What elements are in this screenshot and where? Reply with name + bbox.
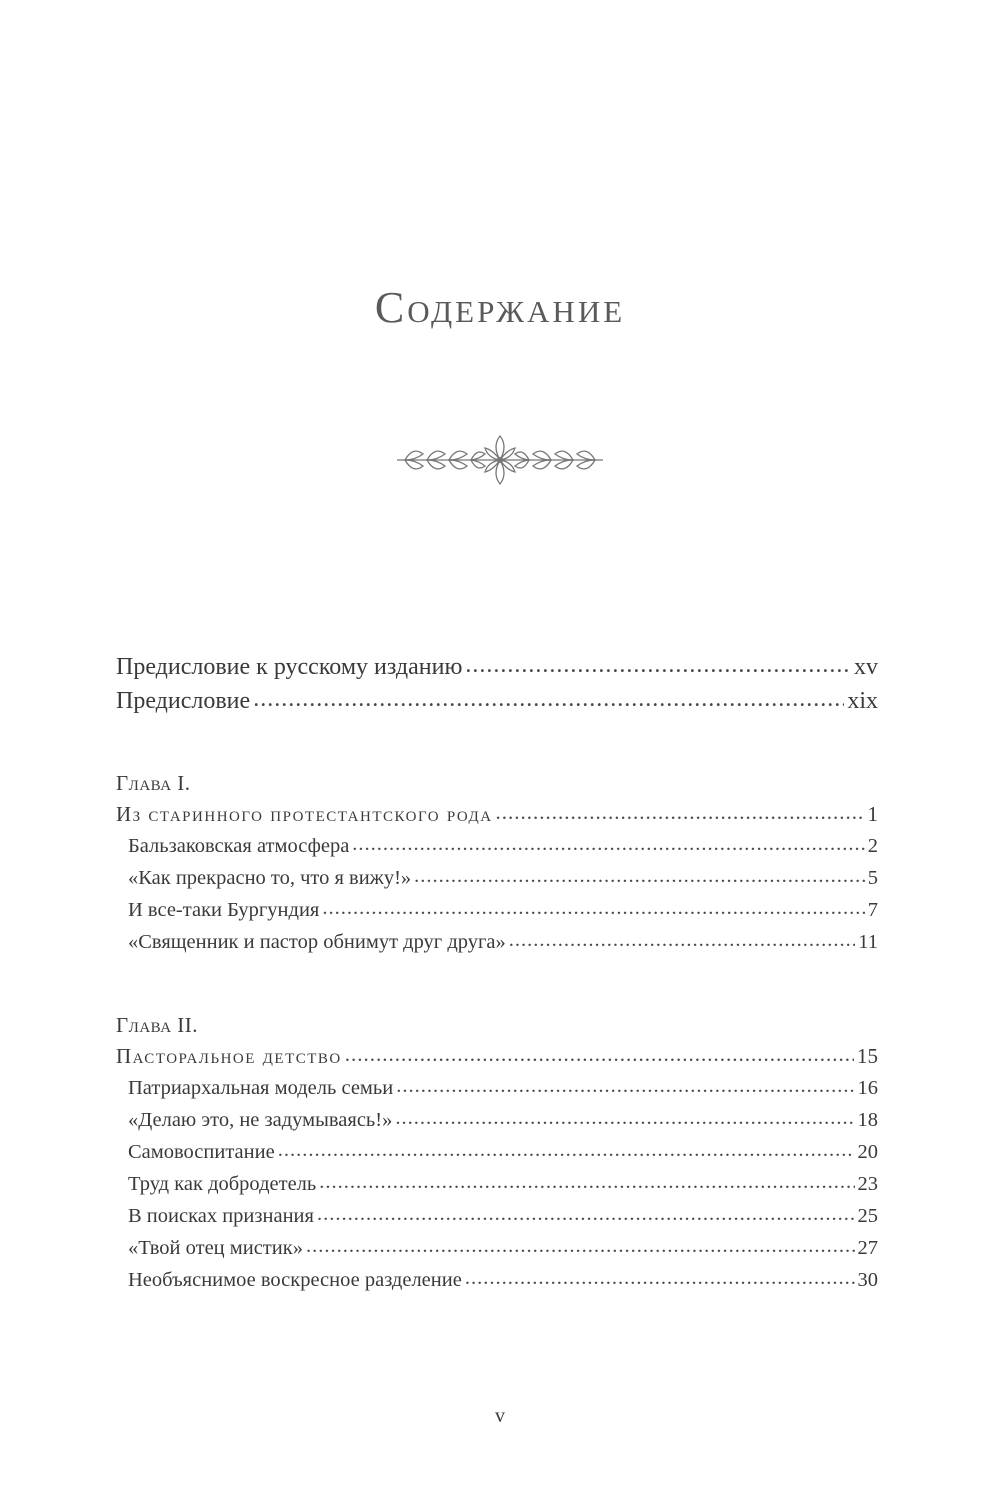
toc-entry-section[interactable] (116, 1168, 878, 1200)
table-of-contents (116, 650, 878, 1296)
dot-leader (322, 892, 864, 924)
dot-leader (306, 1230, 855, 1262)
toc-entry-section[interactable] (116, 1072, 878, 1104)
toc-entry-label: Необъяснимое воскресное разделение (128, 1269, 462, 1291)
toc-entry-chapter-1[interactable] (116, 798, 878, 830)
toc-entry-section[interactable] (116, 1136, 878, 1168)
chapter-heading: Глава I. (116, 771, 191, 795)
toc-entry-label: Бальзаковская атмосфера (128, 835, 350, 857)
toc-entry-section[interactable] (116, 1232, 878, 1264)
toc-entry-label: Самовоспитание (128, 1141, 275, 1163)
chapter-heading: Глава II. (116, 1013, 199, 1037)
toc-entry-page: xix (847, 688, 878, 714)
dot-leader (345, 1038, 854, 1070)
dot-leader (396, 1070, 854, 1102)
toc-entry-label: «Как прекрасно то, что я вижу!» (128, 867, 412, 889)
dot-leader (278, 1134, 855, 1166)
toc-entry-section[interactable] (116, 830, 878, 862)
dot-leader (253, 682, 844, 716)
dot-leader (395, 1102, 854, 1134)
toc-entry-page: 7 (867, 899, 878, 921)
dot-leader (317, 1198, 855, 1230)
dot-leader (414, 860, 865, 892)
dot-leader (319, 1166, 854, 1198)
toc-entry-chapter-2[interactable] (116, 1040, 878, 1072)
toc-entry-page: 20 (857, 1141, 878, 1163)
toc-entry-section[interactable] (116, 926, 878, 958)
toc-entry-label: Из старинного протестантского рода (116, 802, 493, 826)
toc-entry-page: 1 (867, 802, 878, 826)
toc-entry-label: «Твой отец мистик» (128, 1237, 303, 1259)
toc-entry-page: xv (854, 654, 878, 680)
toc-entry-page: 18 (857, 1109, 878, 1131)
toc-entry-page: 23 (857, 1173, 878, 1195)
toc-entry-label: «Священник и пастор обнимут друг друга» (128, 931, 506, 953)
toc-entry-foreword-russian[interactable] (116, 650, 878, 684)
toc-entry-section[interactable] (116, 862, 878, 894)
toc-entry-label: В поисках признания (128, 1205, 314, 1227)
toc-entry-section[interactable] (116, 1200, 878, 1232)
toc-entry-foreword[interactable] (116, 684, 878, 718)
toc-entry-page: 25 (857, 1205, 878, 1227)
page-number: v (495, 1405, 505, 1427)
toc-entry-label: Предисловие (116, 688, 251, 714)
toc-entry-label: «Делаю это, не задумываясь!» (128, 1109, 393, 1131)
dot-leader (509, 924, 855, 956)
toc-entry-section[interactable] (116, 1264, 878, 1296)
toc-entry-page: 11 (858, 931, 878, 953)
toc-entry-page: 30 (857, 1269, 878, 1291)
toc-entry-label: Предисловие к русскому изданию (116, 654, 463, 680)
toc-entry-label: Патриархальная модель семьи (128, 1077, 394, 1099)
floral-vignette-icon (385, 428, 615, 492)
toc-entry-page: 2 (867, 835, 878, 857)
toc-entry-page: 27 (857, 1237, 878, 1259)
toc-entry-label: Труд как добродетель (128, 1173, 317, 1195)
dot-leader (465, 648, 851, 682)
toc-entry-label: Пасторальное детство (116, 1044, 342, 1068)
dot-leader (496, 796, 865, 828)
toc-entry-section[interactable] (116, 1104, 878, 1136)
toc-entry-section[interactable] (116, 894, 878, 926)
toc-entry-label: И все-таки Бургундия (128, 899, 320, 921)
dot-leader (465, 1262, 855, 1294)
toc-entry-page: 15 (857, 1044, 878, 1068)
toc-entry-page: 16 (857, 1077, 878, 1099)
dot-leader (352, 828, 864, 860)
toc-entry-page: 5 (867, 867, 878, 889)
page-title: Содержание (374, 283, 626, 332)
